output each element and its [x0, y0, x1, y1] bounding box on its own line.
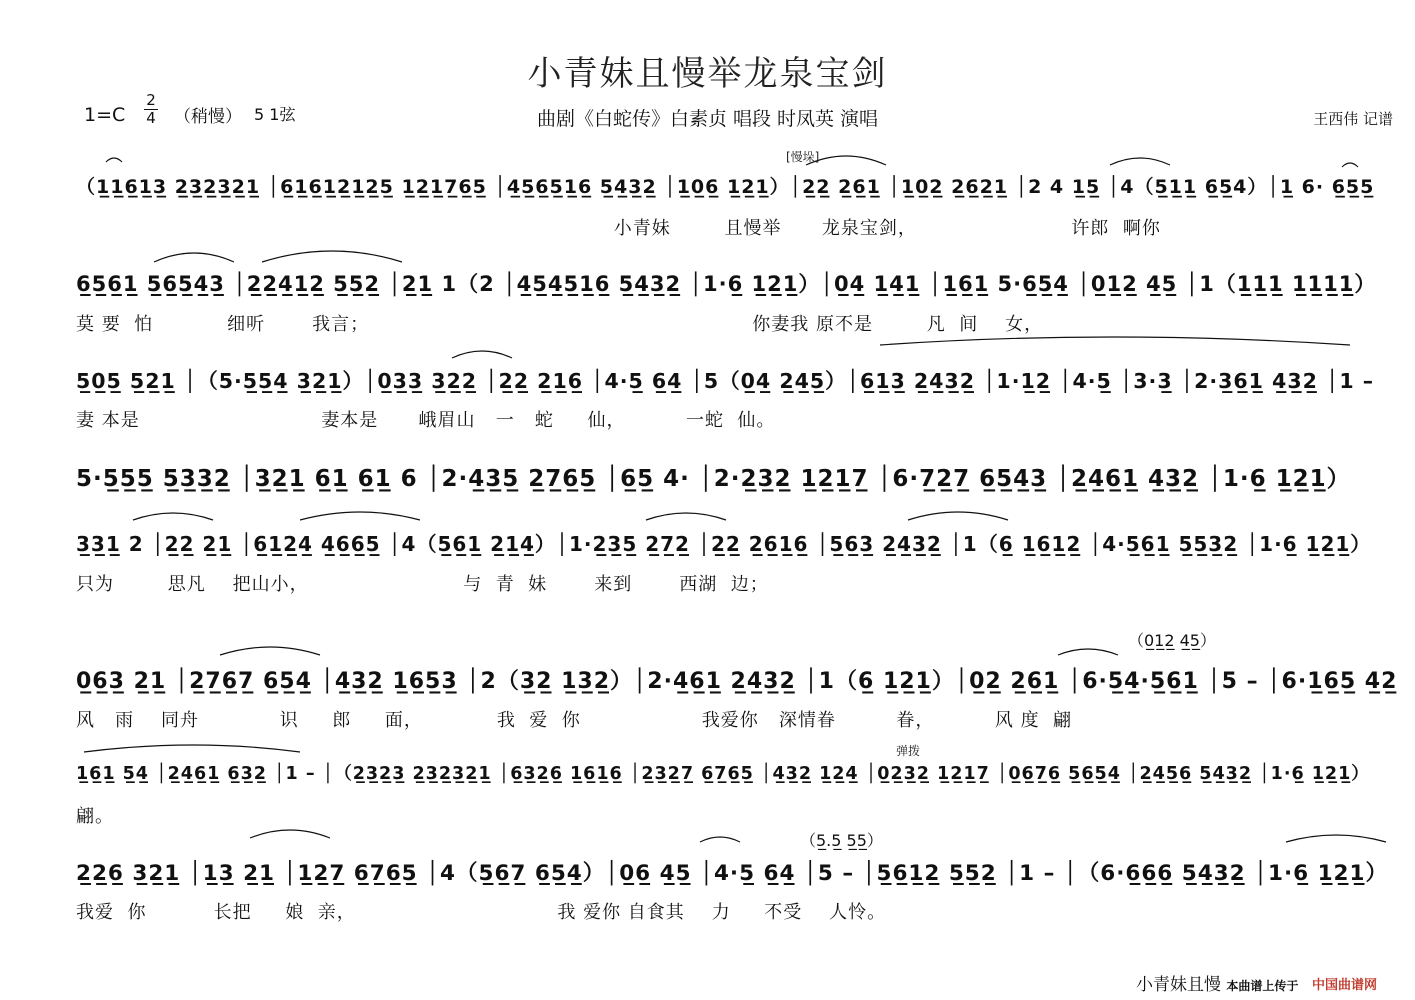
- lyrics-line-2: 莫 要 怕 细听 我言； 你妻我 原不是 凡 间 女，: [76, 314, 1044, 335]
- lyrics-line-8: 我爱 你 长把 娘 亲， 我 爱你 自食其 力 不受 人怜。: [76, 902, 887, 923]
- section-marking: [慢垛]: [786, 150, 820, 164]
- meter-bottom: 4: [146, 109, 156, 127]
- notation-line-5: 3̲3̲1̲ 2 │2̲2̲ 2̲1̲ │6̲1̲2̲4̲ 4̲6̲6̲5̲ │4（5̲6̲1̲ 2̲1̲4̲）│1·2̲3̲5̲ 2̲7̲2̲ │2̲2̲ 2̲6̲1̲6̲ │5̲6̲3̲ 2̲4̲3̲2̲ │1（6̲ 1̲6̲1̲2̲ │4·5̲6̲1̲ 5̲5̲3̲2̲ │1·6̲ 1̲2̲1̲）: [76, 532, 1372, 556]
- notation-line-3: 5̲0̲5̲ 5̲2̲1̲ │（5·5̲5̲4̲ 3̲2̲1̲）│0̲3̲3̲ 3̲2̲2̲ │2̲2̲ 2̲1̲6̲ │4·5̲ 6̲4̲ │5（0̲4̲ 2̲4̲5̲）│6̲1̲3̲ 2̲4̲3̲2̲ │1·1̲2̲ │4·5̲ │3·3̲ │2·3̲6̲1̲ 4̲3̲2̲ │1 –: [76, 369, 1374, 393]
- technique-marking: 弹拨: [896, 744, 921, 758]
- footer-title: 小青妹且慢: [1136, 975, 1221, 995]
- subtitle: 曲剧《白蛇传》白素贞 唱段 时凤英 演唱: [536, 108, 879, 130]
- notation-line-2: 6̲5̲6̲1̲ 5̲6̲5̲4̲3̲ │2̲2̲4̲1̲2̲ 5̲5̲2̲ │2̲1̲ 1（2 │4̲5̲4̲5̲1̲6̲ 5̲4̲3̲2̲ │1·6̲ 1̲2̲1̲）│0̲4̲ 1̲4̲1̲ │1̲6̲1̲ 5·6̲5̲4̲ │0̲1̲2̲ 4̲5̲ │1（1̲1̲1̲ 1̲1̲1̲1̲）: [76, 272, 1377, 296]
- ornament-bracket-2: （5̲.5̲ 5̲5̲）: [800, 831, 883, 850]
- key-signature: 1=C: [84, 104, 126, 126]
- lyrics-line-6: 风 雨 同舟 识 郎 面， 我 爱 你 我爱你 深情眷 眷， 风 度 翩: [76, 710, 1073, 731]
- string-tuning: 5 1弦: [254, 105, 296, 124]
- footer-caption: [1136, 970, 1298, 995]
- notation-line-1: （1̲1̲6̲1̲3̲ 2̲3̲2̲3̲2̲1̲ │6̲1̲6̲1̲2̲1̲2̲5̲ 1̲2̲1̲7̲6̲5̲ │4̲5̲6̲5̲1̲6̲ 5̲4̲3̲2̲ │1̲0̲6̲ 1̲2̲1̲）│2̲2̲ 2̲6̲1̲ │1̲0̲2̲ 2̲6̲2̲1̲ │2 4 1̲5̲ │4（5̲1̲1̲ 6̲5̲4）│1̲ 6· 6̲5̲5̲: [76, 176, 1375, 198]
- tempo-marking: （稍慢）: [174, 107, 242, 127]
- page-title: 小青妹且慢举龙泉宝剑: [527, 54, 888, 94]
- ornament-bracket: （0̲1̲2̲ 4̲5̲）: [1128, 631, 1216, 650]
- lyrics-line-3: 妻 本是 妻本是 峨眉山 一 蛇 仙， 一蛇 仙。: [76, 410, 776, 431]
- transcriber-credit: 王西伟 记谱: [1313, 110, 1393, 128]
- notation-line-6: 0̲6̲3̲ 2̲1̲ │2̲7̲6̲7̲ 6̲5̲4̲ │4̲3̲2̲ 1̲6̲5̲3̲ │2（3̲2̲ 1̲3̲2̲）│2·4̲6̲1̲ 2̲4̲3̲2̲ │1（6̲ 1̲2̲1̲）│0̲2̲ 2̲6̲1̲ │6·5̲4̲·5̲6̲1̲ │5 – │6·1̲6̲5̲ 4̲2̲: [76, 669, 1398, 694]
- site-logo[interactable]: 中国曲谱网: [1312, 978, 1378, 993]
- lyrics-line-5: 只为 思凡 把山小， 与 青 妹 来到 西湖 边；: [76, 574, 769, 595]
- notation-line-7: 1̲6̲1̲ 5̲4̲ │2̲4̲6̲1̲ 6̲3̲2̲ │1 – │（2̲3̲2̲3̲ 2̲3̲2̲3̲2̲1̲ │6̲3̲2̲6̲ 1̲6̲1̲6̲ │2̲3̲2̲7̲ 6̲7̲6̲5̲ │4̲3̲2̲ 1̲2̲4̲ │0̲2̲3̲2̲ 1̲2̲1̲7̲ │0̲6̲7̲6̲ 5̲6̲5̲4̲ │2̲4̲5̲6̲ 5̲4̲3̲2̲ │1·6̲ 1̲2̲1̲）: [76, 764, 1370, 784]
- footer-upload-note: 本曲谱上传于: [1226, 979, 1299, 993]
- lyrics-line-1: 小青妹 且慢举 龙泉宝剑， 许郎 啊你: [76, 218, 1161, 239]
- lyrics-line-7: 翩。: [76, 806, 114, 827]
- meter-top: 2: [146, 91, 156, 109]
- notation-line-4: 5·5̲5̲5̲ 5̲3̲3̲2̲ │3̲2̲1̲ 6̲1̲ 6̲1̲ 6 │2·4̲3̲5̲ 2̲7̲6̲5̲ │6̲5̲ 4· │2·2̲3̲2̲ 1̲2̲1̲7̲ │6·7̲2̲7̲ 6̲5̲4̲3̲ │2̲4̲6̲1̲ 4̲3̲2̲ │1·6̲ 1̲2̲1̲）: [76, 466, 1351, 492]
- notation-line-8: 2̲2̲6̲ 3̲2̲1̲ │1̲3̲ 2̲1̲ │1̲2̲7̲ 6̲7̲6̲5̲ │4（5̲6̲7̲ 6̲5̲4̲）│0̲6̲ 4̲5̲ │4·5̲ 6̲4̲ │5 – │5̲6̲1̲2̲ 5̲5̲2̲ │1 – │（6·6̲6̲6̲ 5̲4̲3̲2̲ │1·6̲ 1̲2̲1̲）: [76, 861, 1388, 886]
